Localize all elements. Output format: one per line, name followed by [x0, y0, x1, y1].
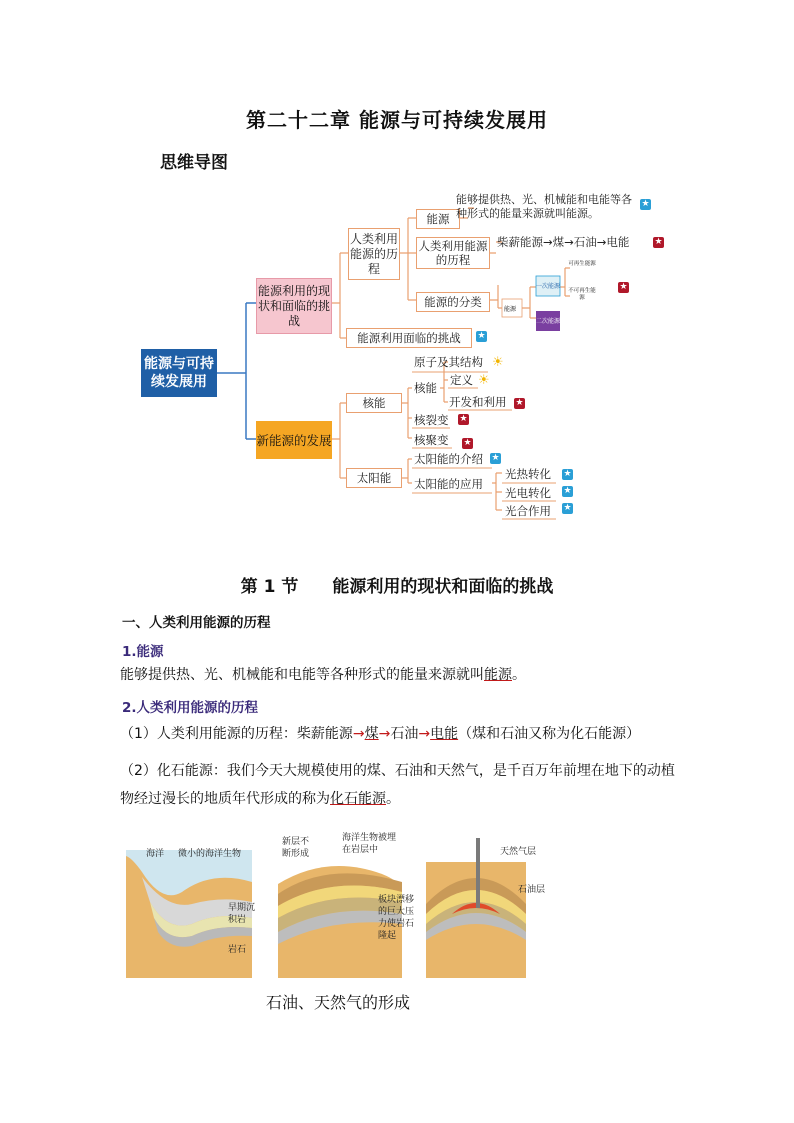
mindmap-history-chain: 柴薪能源→煤→石油→电能	[497, 235, 630, 249]
figure-caption: 石油、天然气的形成	[266, 993, 411, 1012]
star-icon: ★	[491, 453, 500, 463]
mindmap-node-history: 人类利用能源的历程	[348, 228, 400, 280]
label-oil: 石油层	[518, 884, 546, 894]
history-item-1: （1）人类利用能源的历程：柴薪能源→煤→石油→电能（煤和石油又称为化石能源）	[120, 726, 641, 742]
energy-definition: 能够提供热、光、机械能和电能等各种形式的能量来源就叫能源。	[120, 667, 526, 683]
label-gas: 天然气层	[500, 846, 537, 856]
label-rock: 岩石	[228, 944, 247, 954]
section-name: 能源利用的现状和面临的挑战	[332, 577, 554, 597]
label-sediment-2: 积岩	[228, 914, 247, 924]
mindmap-primary-energy: 一次能源	[536, 282, 561, 290]
mindmap-secondary-energy: 二次能源	[536, 317, 561, 325]
history-item-2-cont: 物经过漫长的地质年代形成的称为化石能源。	[120, 791, 400, 807]
star-icon: ★	[563, 486, 572, 496]
mindmap-root: 能源与可持续发展用	[141, 349, 217, 397]
sun-icon: ☀	[478, 373, 490, 388]
mindmap-definition: 定义	[450, 373, 473, 387]
mindmap-node-challenge: 能源利用面临的挑战	[346, 328, 472, 348]
mindmap-node-solar: 太阳能	[346, 468, 402, 488]
history-item-2: （2）化石能源：我们今天大规模使用的煤、石油和天然气，是千百万年前埋在地下的动植	[120, 763, 675, 779]
mindmap-heading: 思维导图	[160, 153, 228, 173]
mindmap-branch-new-energy: 新能源的发展	[256, 421, 332, 459]
star-icon: ★	[459, 414, 468, 424]
label-sediment-1: 早期沉	[228, 902, 256, 912]
star-icon: ★	[641, 199, 650, 209]
mindmap-photoelectric: 光电转化	[505, 486, 551, 500]
keyword-fossil-energy: 化石能源	[330, 791, 386, 807]
label-ocean: 海洋	[146, 848, 165, 858]
mindmap-solar-intro: 太阳能的介绍	[414, 452, 483, 466]
mindmap-fusion: 核聚变	[414, 433, 449, 447]
label-pressure-4: 隆起	[378, 930, 397, 940]
keyword-energy: 能源	[484, 667, 512, 683]
mindmap-node-nuclear: 核能	[346, 393, 402, 413]
mindmap-cls-root: 能源	[504, 306, 517, 313]
fossil-formation-illustration	[122, 832, 546, 982]
section-number: 第 1 节	[240, 577, 299, 597]
chapter-title: 第二十二章 能源与可持续发展用	[246, 108, 548, 132]
keyword-coal: 煤	[364, 726, 379, 742]
star-icon: ★	[654, 237, 663, 247]
sun-icon: ☀	[492, 355, 504, 370]
mindmap-branch-current-status: 能源利用的现状和面临的挑战	[256, 278, 332, 334]
star-icon: ★	[463, 438, 472, 448]
mindmap-nuclear-sub: 核能	[414, 381, 437, 395]
part-heading: 一、人类利用能源的历程	[122, 615, 271, 631]
mindmap-fission: 核裂变	[414, 413, 449, 427]
star-icon: ★	[515, 398, 524, 408]
subheading-history: 2.人类利用能源的历程	[122, 700, 259, 716]
mindmap-solar-app: 太阳能的应用	[414, 477, 483, 491]
mindmap-node-classification: 能源的分类	[416, 292, 490, 312]
mindmap-energy-definition: 能够提供热、光、机械能和电能等各种形式的能量来源就叫能源。	[456, 193, 632, 220]
mindmap-atom: 原子及其结构	[414, 355, 483, 369]
mindmap-node-history-detail: 人类利用能源的历程	[416, 237, 490, 269]
mindmap-renewable: 可再生能源	[568, 260, 596, 267]
mindmap-develop: 开发和利用	[449, 395, 507, 409]
mindmap-nonrenewable: 不可再生能源	[568, 288, 596, 301]
label-pressure-3: 力使岩石	[378, 918, 415, 928]
section-title	[0, 572, 794, 597]
mindmap-photothermal: 光热转化	[505, 467, 551, 481]
mindmap-node-energy: 能源	[416, 209, 460, 229]
label-buried-1: 海洋生物被埋	[342, 832, 397, 842]
label-newlayer-2: 断形成	[282, 848, 310, 858]
star-icon: ★	[477, 331, 486, 341]
star-icon: ★	[563, 469, 572, 479]
label-pressure-1: 板块漂移	[378, 894, 415, 904]
star-icon: ★	[563, 503, 572, 513]
label-organisms: 微小的海洋生物	[178, 848, 242, 858]
label-buried-2: 在岩层中	[342, 844, 379, 854]
subheading-energy: 1.能源	[122, 644, 164, 660]
label-pressure-2: 的巨大压	[378, 906, 415, 916]
label-newlayer-1: 新层不	[282, 836, 310, 846]
mindmap-photosynthesis: 光合作用	[505, 504, 551, 518]
keyword-electricity: 电能	[430, 726, 459, 742]
star-icon: ★	[619, 282, 628, 292]
